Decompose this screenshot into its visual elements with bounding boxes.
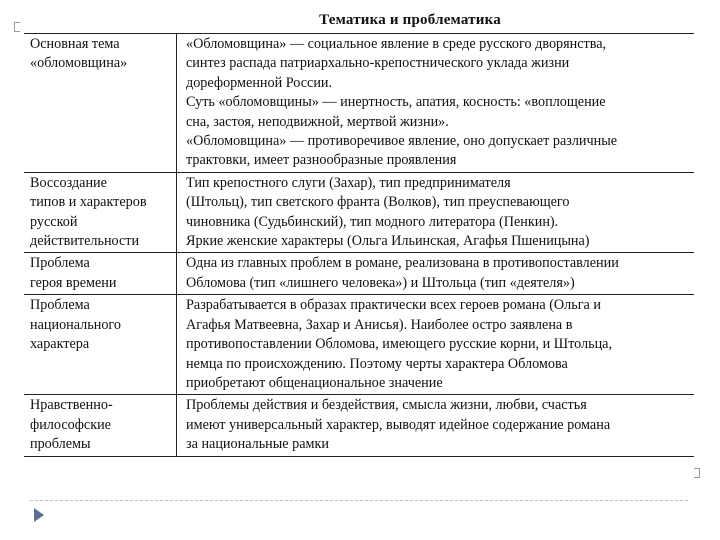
table-body — [24, 34, 694, 457]
row-content-line: «Обломовщина» — социальное явление в среде русского дворянства, — [186, 36, 607, 52]
row-content-cell — [177, 395, 695, 456]
row-content-line: трактовки, имеет разнообразные проявления — [186, 152, 457, 169]
row-content-line: немца по происхождению. Поэтому черты характера Обломова — [186, 355, 568, 372]
row-label-line: Проблема — [30, 297, 90, 314]
row-content-line: дореформенной России. — [186, 74, 333, 91]
row-content-line: имеют универсальный характер, выводят идейное содержание романа — [186, 416, 611, 433]
row-label-line: Воссоздание — [30, 174, 107, 191]
row-content-line: Яркие женские характеры (Ольга Ильинская, Агафья Пшеницына) — [186, 233, 590, 250]
row-content-cell — [177, 34, 695, 173]
row-content-line: противопоставлении Обломова, имеющего русские корни, и Штольца, — [186, 336, 613, 353]
row-content-line: «Обломовщина» — противоречивое явление, оно допускает различные — [186, 133, 618, 150]
row-label-cell — [24, 295, 177, 395]
topic-table — [24, 33, 694, 457]
row-content-line: Одна из главных проблем в романе, реализована в противопоставлении — [186, 255, 619, 272]
row-content-line: Разрабатывается в образах практически всех героев романа (Ольга и — [186, 297, 601, 314]
row-content-line: Суть «обломовщины» — инертность, апатия, косность: «воплощение — [186, 94, 606, 111]
row-label-line: философские — [30, 416, 111, 433]
footer-separator — [30, 500, 688, 501]
row-label-line: проблемы — [30, 436, 91, 453]
table-row — [24, 253, 694, 295]
row-label-cell — [24, 395, 177, 456]
row-content-cell — [177, 295, 695, 395]
row-content-line: Тип крепостного слуги (Захар), тип предпринимателя — [186, 174, 511, 191]
row-label-line: русской — [30, 213, 78, 230]
row-content-line: (Штольц), тип светского франта (Волков), тип преуспевающего — [186, 194, 570, 211]
table-row — [24, 34, 694, 173]
row-label-line: «обломовщина» — [30, 55, 128, 72]
row-content-line: приобретают общенациональное значение — [186, 374, 443, 391]
next-slide-arrow-icon[interactable] — [34, 508, 44, 522]
row-label-cell — [24, 253, 177, 295]
row-content-line: сна, застоя, неподвижной, мертвой жизни». — [186, 113, 449, 130]
corner-mark — [14, 22, 20, 32]
row-content-line: Агафья Матвеевна, Захар и Анисья). Наиболее остро заявлена в — [186, 316, 573, 333]
row-label-line: характера — [30, 336, 90, 353]
corner-mark — [694, 468, 700, 478]
row-content-line: за национальные рамки — [186, 436, 330, 453]
row-content-line: Проблемы действия и бездействия, смысла жизни, любви, счастья — [186, 397, 587, 414]
slide-title: Тематика и проблематика — [319, 12, 501, 28]
row-content-line: Обломова (тип «лишнего человека») и Штольца (тип «деятеля») — [186, 274, 575, 291]
row-content-line: чиновника (Судьбинский), тип модного литератора (Пенкин). — [186, 213, 559, 230]
row-label-line: Основная тема — [30, 36, 120, 52]
row-content-cell — [177, 172, 695, 253]
row-content-cell — [177, 253, 695, 295]
row-label-line: национального — [30, 316, 121, 333]
row-label-line: героя времени — [30, 274, 117, 291]
table-row — [24, 395, 694, 456]
table-row — [24, 295, 694, 395]
row-label-cell — [24, 172, 177, 253]
row-content-line: синтез распада патриархально-крепостнического уклада жизни — [186, 55, 570, 72]
row-label-line: Нравственно- — [30, 397, 113, 414]
row-label-line: типов и характеров — [30, 194, 147, 211]
row-label-line: Проблема — [30, 255, 90, 272]
row-label-cell — [24, 34, 177, 173]
row-label-line: действительности — [30, 233, 140, 250]
table-row — [24, 172, 694, 253]
